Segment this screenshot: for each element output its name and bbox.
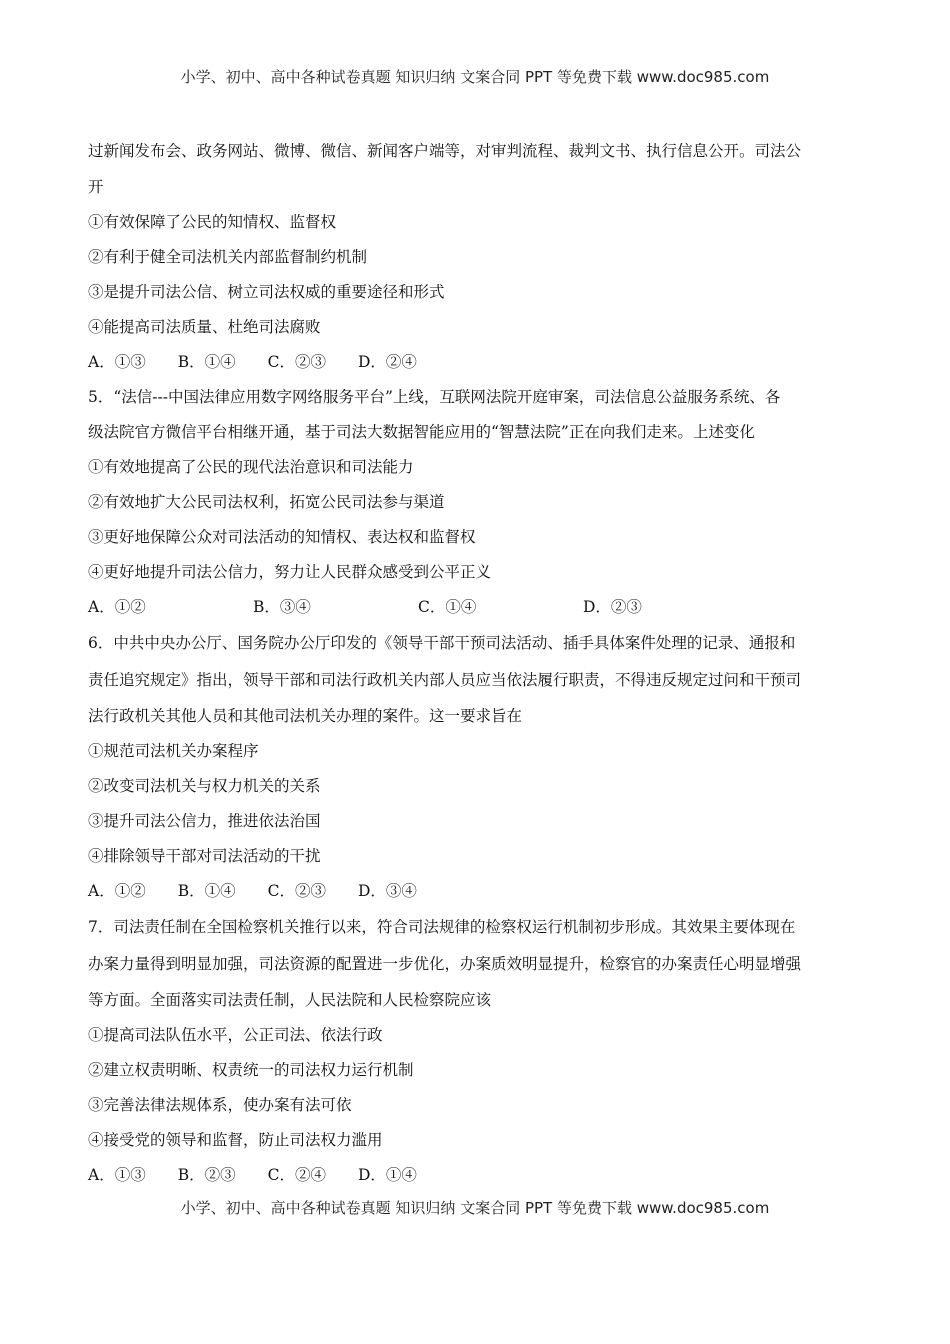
q5-answer-choices — [88, 590, 864, 625]
footer-banner: 小学、初中、高中各种试卷真题 知识归纳 文案合同 PPT 等免费下载 www.doc985.com — [180, 1199, 770, 1217]
intro-option: ③是提升司法公信、树立司法权威的重要途径和形式 — [88, 283, 445, 301]
answer-choice-d: D．②④ — [357, 353, 417, 371]
answer-choice-b: B．②③ — [177, 1166, 236, 1184]
q7-stem-line: 办案力量得到明显加强，司法资源的配置进一步优化，办案质效明显提升，检察官的办案责任心明显增强 — [88, 955, 802, 973]
q7-option: ①提高司法队伍水平，公正司法、依法行政 — [88, 1026, 383, 1044]
q6-option: ③提升司法公信力，推进依法治国 — [88, 812, 321, 830]
answer-choice-d: D．②③ — [583, 598, 642, 616]
q6-option: ①规范司法机关办案程序 — [88, 742, 259, 760]
answer-choice-c: C．②③ — [267, 882, 326, 900]
answer-choice-c: C．②④ — [267, 1166, 326, 1184]
answer-choice-d: D．①④ — [357, 1166, 417, 1184]
q6-stem-line: 法行政机关其他人员和其他司法机关办理的案件。这一要求旨在 — [88, 707, 523, 725]
answer-choice-c: C．②③ — [267, 353, 326, 371]
answer-choice-a: A．①③ — [88, 1166, 146, 1184]
answer-choice-b: B．①④ — [177, 882, 236, 900]
header-banner: 小学、初中、高中各种试卷真题 知识归纳 文案合同 PPT 等免费下载 www.doc985.com — [180, 68, 770, 86]
document-body — [88, 133, 864, 1193]
q5-stem-line: 5．“法信---中国法律应用数字网络服务平台”上线，互联网法院开庭审案，司法信息公益服务系统、各 — [88, 388, 781, 406]
q7-option: ②建立权责明晰、权责统一的司法权力运行机制 — [88, 1061, 414, 1079]
q7-option: ③完善法律法规体系，使办案有法可依 — [88, 1096, 352, 1114]
intro-option: ①有效保障了公民的知情权、监督权 — [88, 213, 337, 231]
q5-stem-line: 级法院官方微信平台相继开通，基于司法大数据智能应用的“智慧法院”正在向我们走来。上述变化 — [88, 423, 755, 441]
answer-choice-a: A．①② — [88, 598, 146, 616]
q7-stem-line: 等方面。全面落实司法责任制，人民法院和人民检察院应该 — [88, 991, 492, 1009]
intro-stem-line: 过新闻发布会、政务网站、微博、微信、新闻客户端等，对审判流程、裁判文书、执行信息公开。司法公 — [88, 142, 802, 160]
answer-choice-a: A．①③ — [88, 353, 146, 371]
intro-stem-line: 开 — [88, 178, 104, 196]
q5-option: ②有效地扩大公民司法权利，拓宽公民司法参与渠道 — [88, 493, 445, 511]
q5-option: ③更好地保障公众对司法活动的知情权、表达权和监督权 — [88, 528, 476, 546]
intro-answer-choices — [88, 345, 864, 380]
q7-stem-line: 7．司法责任制在全国检察机关推行以来，符合司法规律的检察权运行机制初步形成。其效果主要体现在 — [88, 918, 796, 936]
answer-choice-a: A．①② — [88, 882, 146, 900]
q6-stem-line: 责任追究规定》指出，领导干部和司法行政机关内部人员应当依法履行职责，不得违反规定过问和干预司 — [88, 671, 802, 689]
q6-option: ④排除领导干部对司法活动的干扰 — [88, 847, 321, 865]
answer-choice-b: B．③④ — [253, 598, 311, 616]
answer-choice-c: C．①④ — [418, 598, 477, 616]
intro-option: ②有利于健全司法机关内部监督制约机制 — [88, 248, 368, 266]
q7-answer-choices — [88, 1158, 864, 1193]
q6-option: ②改变司法机关与权力机关的关系 — [88, 777, 321, 795]
q5-option: ①有效地提高了公民的现代法治意识和司法能力 — [88, 458, 414, 476]
q5-option: ④更好地提升司法公信力，努力让人民群众感受到公平正义 — [88, 563, 492, 581]
answer-choice-d: D．③④ — [357, 882, 417, 900]
intro-option: ④能提高司法质量、杜绝司法腐败 — [88, 318, 321, 336]
q6-stem-line: 6．中共中央办公厅、国务院办公厅印发的《领导干部干预司法活动、插手具体案件处理的记录、通报和 — [88, 634, 796, 652]
answer-choice-b: B．①④ — [177, 353, 236, 371]
q7-option: ④接受党的领导和监督，防止司法权力滥用 — [88, 1131, 383, 1149]
q6-answer-choices — [88, 874, 864, 909]
